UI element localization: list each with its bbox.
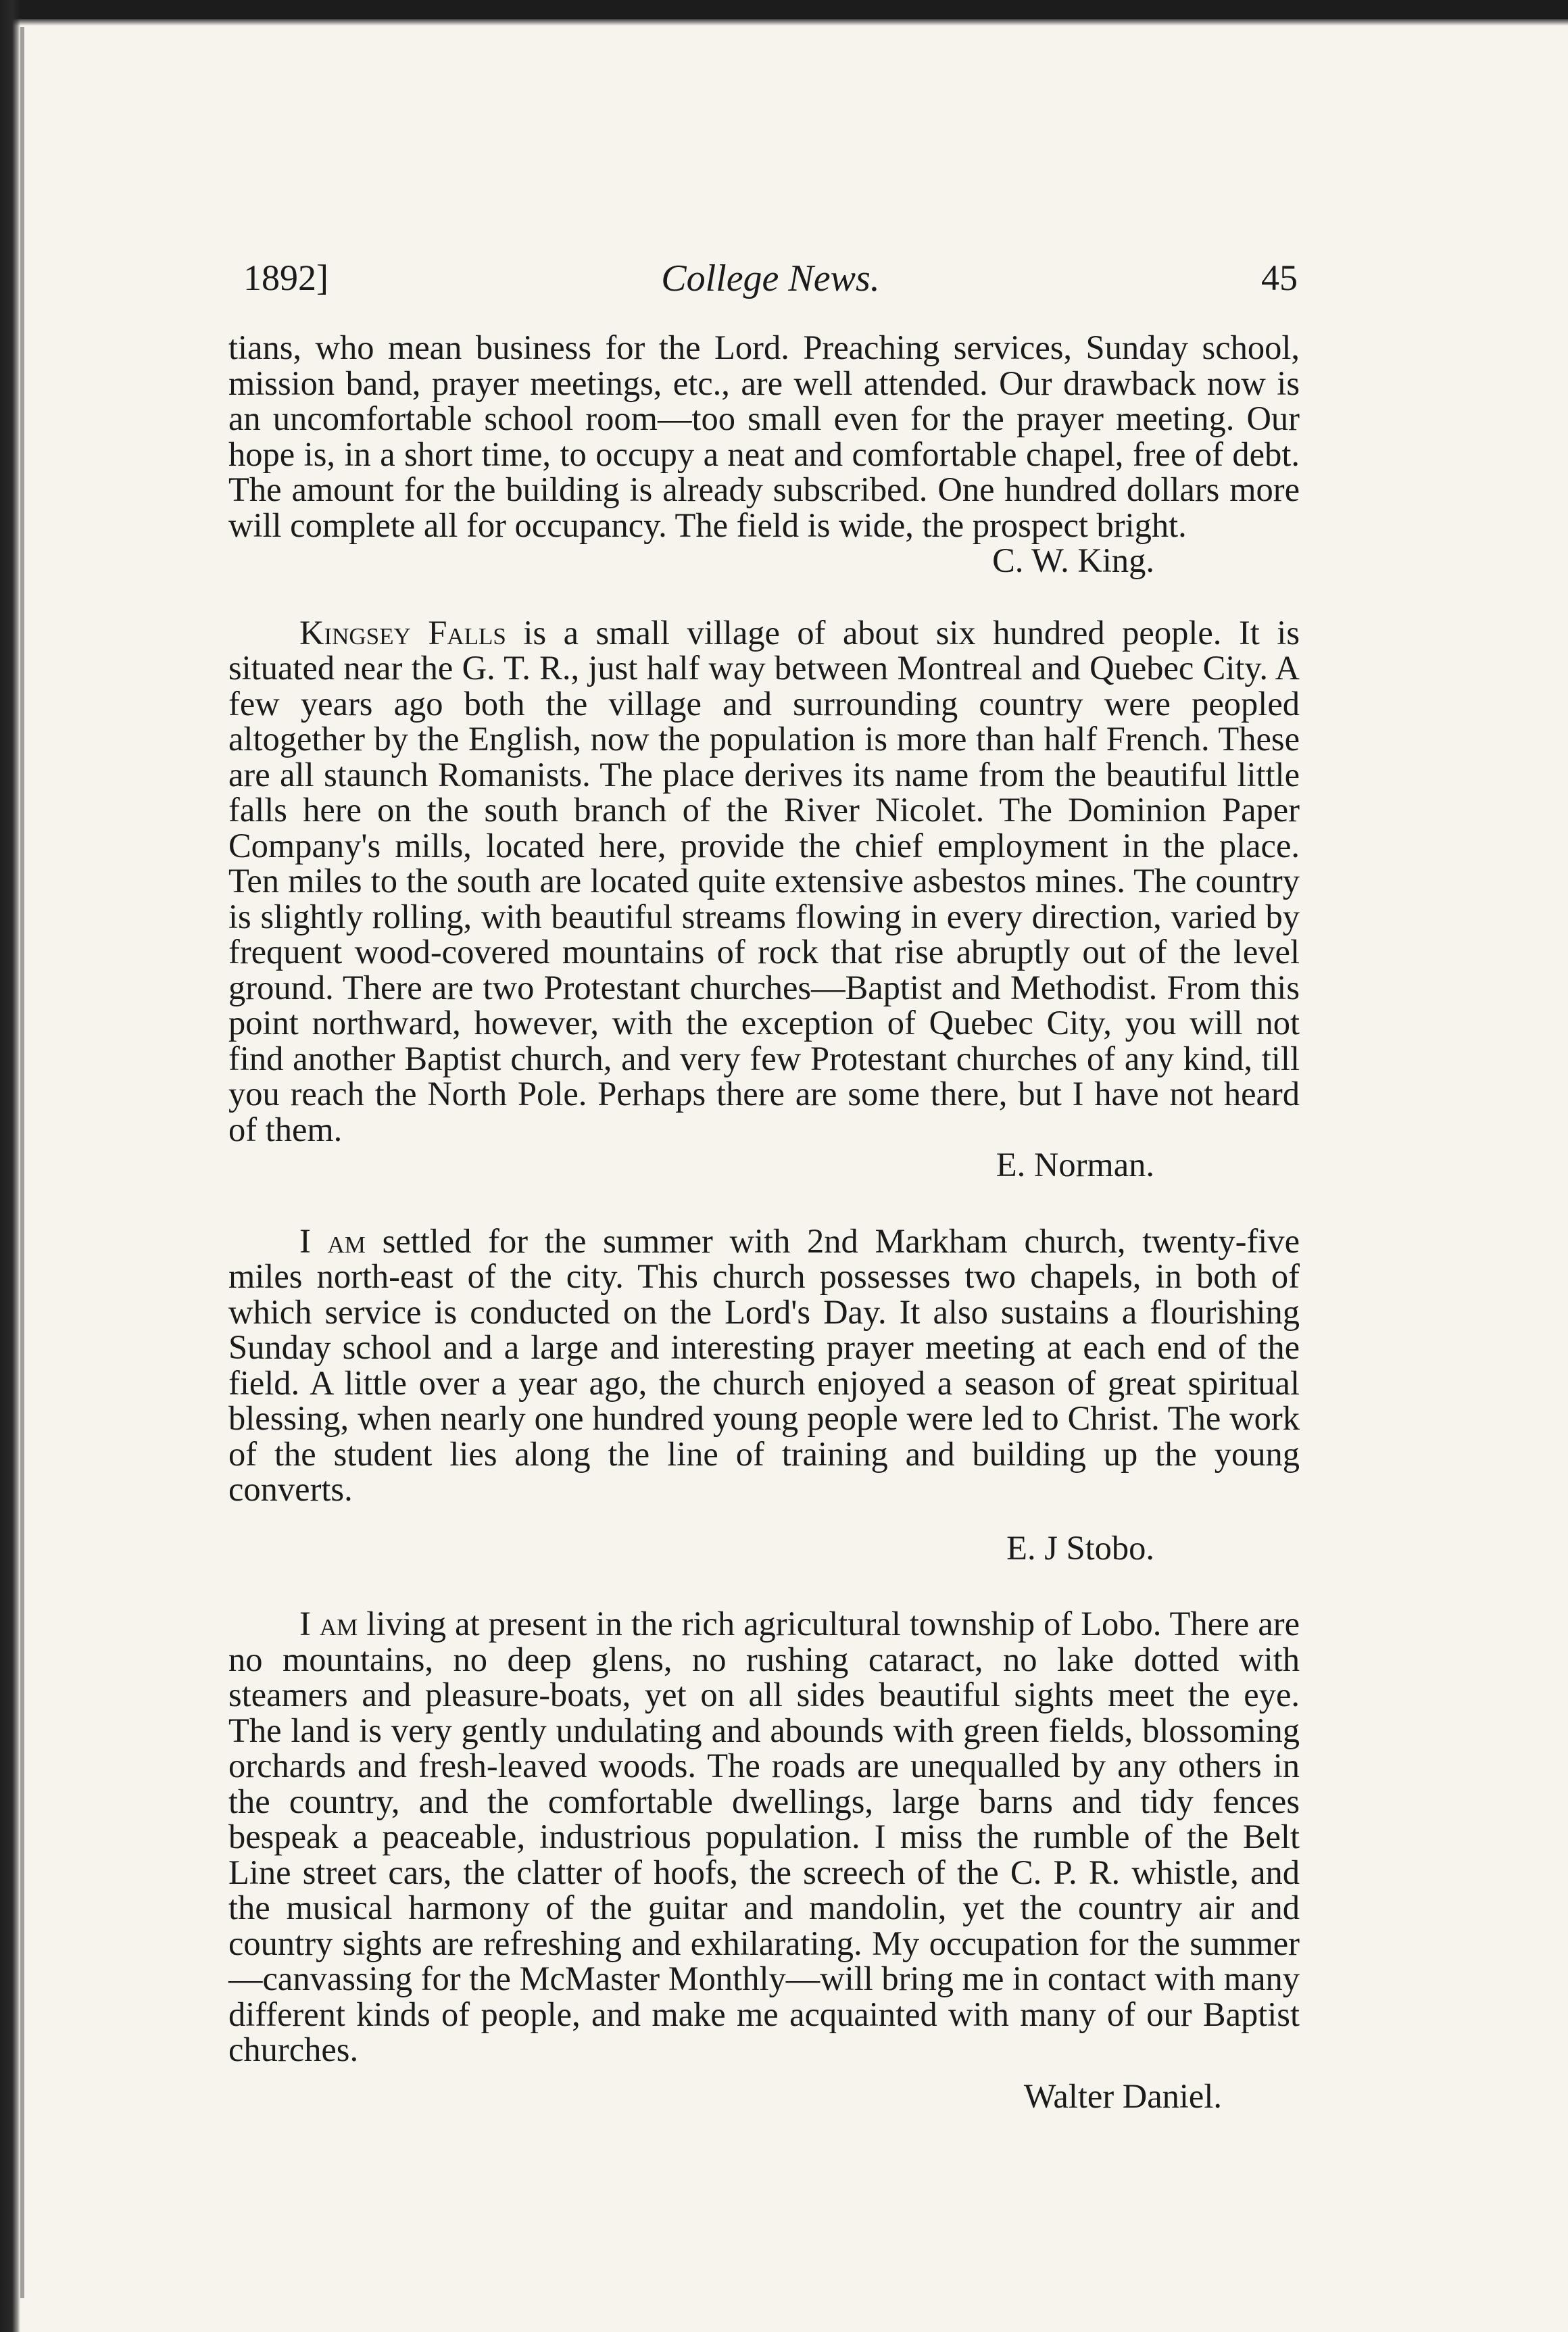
paragraph-2 — [228, 615, 1300, 1148]
scan-binding-shadow — [20, 27, 24, 2298]
signature-4: Walter Daniel. — [1023, 2076, 1222, 2115]
page-header — [243, 257, 1298, 318]
paragraph-2-text: is a small village of about six hundred people. It is situated near the G. T. R., just half way between Montreal and Quebec City. A few years ago both the village and surrounding country were peopled altogether by the English, now the population is more than half French. These are all staunch Romanists. The place derives its name from the beautiful little falls here on the south branch of the River Nicolet. The Dominion Paper Company's mills, located here, provide the chief employment in the place. Ten miles to the south are located quite extensive asbestos mines. The country is slightly rolling, with beautiful streams flowing in every direction, varied by frequent wood-covered mountains of rock that rise abruptly out of the level ground. There are two Protestant churches—Baptist and Methodist. From this point northward, however, with the exception of Quebec City, you will not find another Baptist church, and very few Protestant churches of any kind, till you reach the North Pole. Perhaps there are some there, but I have not heard of them. — [228, 613, 1300, 1148]
paragraph-4-text: living at present in the rich agricultural township of Lobo. There are no mountains, no deep glens, no rushing cataract, no lake dotted with steamers and pleasure-boats, yet on all sides beautiful sights meet the eye. The land is very gently undulating and abounds with green fields, blossoming orchards and fresh-leaved woods. The roads are unequalled by any others in the country, and the comfortable dwellings, large barns and tidy fences bespeak a peaceable, industrious population. I miss the rumble of the Belt Line street cars, the clatter of hoofs, the screech of the C. P. R. whistle, and the musical harmony of the guitar and mandolin, yet the country air and country sights are refreshing and exhilarating. My occupation for the summer—canvassing for the McMaster Monthly—will bring me in contact with many different kinds of people, and make me acquainted with many of our Baptist churches. — [228, 1605, 1300, 2068]
scan-top-border — [0, 0, 1568, 19]
page-number: 45 — [1261, 258, 1298, 298]
article-body — [228, 324, 1300, 2114]
paragraph-4-lead: I am — [299, 1605, 358, 1643]
header-year: 1892] — [243, 258, 328, 298]
paragraph-2-lead: Kingsey Falls — [299, 613, 506, 652]
scan-binding-edge — [0, 0, 20, 2332]
paragraph-3-text: settled for the summer with 2nd Markham church, twenty-five miles north-east of the city. This church possesses two chapels, in both of which service is conducted on the Lord's Day. It also sustains a flourishing Sunday school and a large and interesting prayer meeting at each end of the field. A little over a year ago, the church enjoyed a season of great spiritual blessing, when nearly one hundred young people were led to Christ. The work of the student lies along the line of training and building up the young converts. — [228, 1221, 1300, 1508]
paragraph-1-text: tians, who mean business for the Lord. Preaching services, Sunday school, mission band, prayer meetings, etc., are well attended. Our drawback now is an uncomfortable school room—too small even for the prayer meeting. Our hope is, in a short time, to occupy a neat and comfortable chapel, free of debt. The amount for the building is already subscribed. One hundred dollars more will complete all for occupancy. The field is wide, the prospect bright. — [228, 329, 1300, 544]
signature-2: E. Norman. — [996, 1146, 1154, 1184]
paragraph-1 — [228, 330, 1300, 543]
paragraph-3-lead: I am — [299, 1221, 366, 1260]
running-title: College News. — [661, 258, 880, 299]
paragraph-3 — [228, 1223, 1300, 1507]
paragraph-4 — [228, 1606, 1300, 2068]
signature-3: E. J Stobo. — [1006, 1528, 1154, 1567]
scan-top-shadow — [0, 19, 1568, 26]
signature-1: C. W. King. — [992, 541, 1154, 579]
